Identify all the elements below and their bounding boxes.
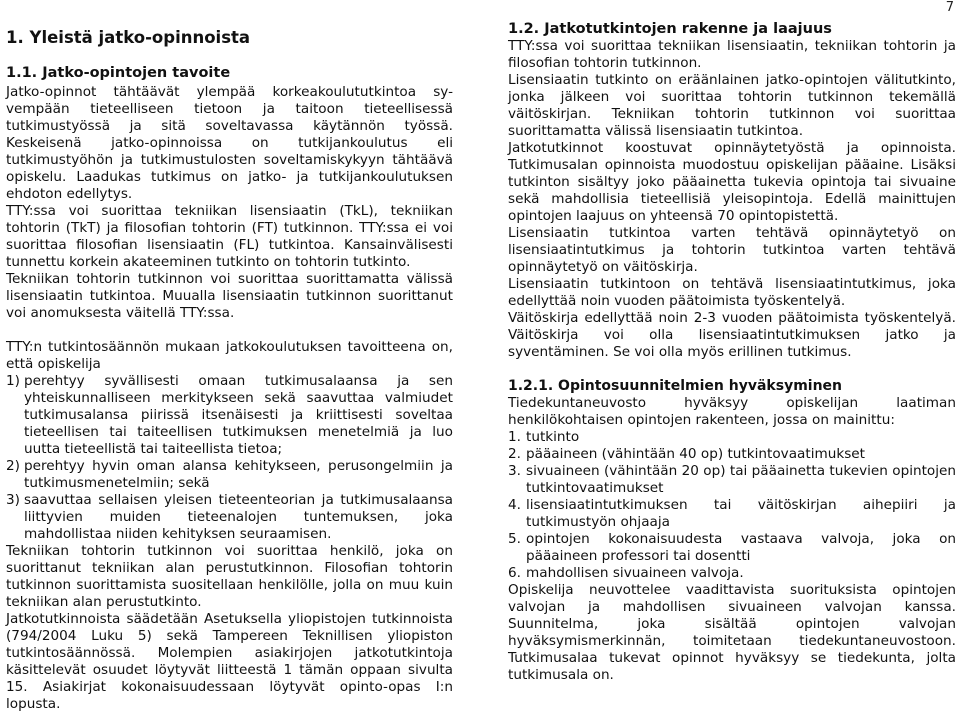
list-item-number: 3) [6,492,20,508]
degrees-paragraph: TTY:ssa voi suorittaa tekniikan lisensiaatin (TkL), tekniikan tohtorin (TkT) ja filosofian tohtorin (FT) tutkinnon. TTY:ssa ei voi suorittaa filosofian lisensiaatin (FL) tutkintoa. Kansainvälisesti tunnettu korkein akateeminen tutkinto on tohtorin tutkinto. [6,203,453,270]
structure-paragraph-3: Jatkotutkinnot koostuvat opinnäytetyöstä ja opinnoista. Tutkimusalan opinnoista muodostuu opiskelijan pääaine. Lisäksi tutkinton sisältyy joko pääainetta tukevia opintoja tai sivuaine sekä mahdollisia tieteellisiä yleisopintoja. Edellä mainittujen opintojen laajuus on yhteensä 70 opintopistettä. [508,140,956,224]
structure-paragraph-4: Lisensiaatin tutkintoa varten tehtävä opinnäytetyö on lisensiaatintutkimus ja tohtorin tutkintoa varten tehtävä opinnäytetyö on väitöskirja. [508,225,956,275]
list-item-text: saavuttaa sellaisen yleisen tieteenteorian ja tutkimusalaansa liittyvien muiden tieteenalojen tuntemuksen, joka mahdollistaa niiden kehityksen seuraamisen. [24,492,453,542]
list-item [508,463,956,497]
goals-list [6,373,453,543]
list-item-text: perehtyy syvällisesti omaan tutkimusalaansa ja sen yhteiskunnalliseen merkitykseen sekä saavuttaa valmiudet tutkimusalansa piirissä itsenäisesti ja kriittisesti soveltaa tieteellisen tai taiteellisen tutkimuksen menetelmiä ja luo uutta tieteellistä tai taiteellista tietoa; [24,373,453,457]
goals-intro: TTY:n tutkintosäännön mukaan jatkokoulutuksen tavoitteena on, että opiskelija [6,339,453,372]
structure-paragraph-2: Lisensiaatin tutkinto on eräänlainen jatko-opintojen välitutkinto, jonka jälkeen voi suorittaa tohtorin tutkinnon tekemällä väitöskirjan. Tekniikan tohtorin tutkinnon voi suorittaa suorittamatta välissä lisensiaatin tutkintoa. [508,72,956,139]
list-item [508,531,956,565]
list-item-number: 4. [508,497,521,513]
left-column [6,20,453,713]
list-item-text: tutkinto [526,429,580,445]
list-item-number: 3. [508,463,521,479]
plan-list [508,429,956,582]
list-item [6,373,453,458]
list-item-number: 6. [508,565,521,581]
list-item-text: lisensiaatintutkimuksen tai väitöskirjan aihepiiri ja tutkimustyön ohjaaja [526,497,956,530]
list-item-number: 2) [6,458,20,474]
page-number: 7 [945,0,954,15]
doctor-paragraph: Tekniikan tohtorin tutkinnon voi suorittaa suorittamatta välissä lisensiaatin tutkintoa. Muualla lisensiaatin tutkinnon suorittanut voi anomuksesta väitellä TTY:ssa. [6,271,453,321]
list-item [6,458,453,492]
list-item [6,492,453,543]
section-title-1-2: 1.2. Jatkotutkintojen rakenne ja laajuus [508,21,832,37]
structure-paragraph-1: TTY:ssa voi suorittaa tekniikan lisensiaatin, tekniikan tohtorin ja filosofian tohtorin tutkinnon. [508,38,956,71]
list-item [508,497,956,531]
tekniikan-tohtori-paragraph: Tekniikan tohtorin tutkinnon voi suorittaa henkilö, joka on suorittanut tekniikan alan perustutkinnon. Filosofian tohtorin tutkinnon suorittamista suositellaan henkilölle, jolla on muu kuin tekniikan alan perustutkinto. [6,543,453,610]
right-column [508,20,956,684]
structure-paragraph-5: Lisensiaatin tutkintoon on tehtävä lisensiaatintutkimus, joka edellyttää noin vuoden päätoimista työskentelyä. [508,276,956,309]
legislation-paragraph: Jatkotutkinnoista säädetään Asetuksella yliopistojen tutkinnoista (794/2004 Luku 5) sekä Tampereen Teknillisen yliopiston tutkintosäännössä. Molempien asiakirjojen jatkotutkintoja käsittelevät osuudet löytyvät liitteestä 1 tämän oppaan sivulta 15. Asiakirjat kokonaisuudessaan löytyvät opinto-opas I:n lopusta. [6,611,453,712]
list-item [508,565,956,582]
list-item-number: 1) [6,373,20,389]
list-item-number: 1. [508,429,521,445]
chapter-title: 1. Yleistä jatko-opinnoista [6,28,251,47]
plan-intro: Tiedekuntaneuvosto hyväksyy opiskelijan laatiman henkilökohtaisen opintojen rakenteen, jossa on mainittu: [508,395,956,428]
list-item-text: opintojen kokonaisuudesta vastaava valvoja, joka on pääaineen professori tai dosentti [526,531,956,564]
list-item-text: sivuaineen (vähintään 20 op) tai pääainetta tukevien opintojen tutkintovaatimukset [526,463,956,496]
list-item-number: 5. [508,531,521,547]
list-item [508,429,956,446]
intro-paragraph: Jatko-opinnot tähtäävät ylempää korkeakoulututkintoa sy-vempään tieteelliseen tietoon ja taitoon tieteellisessä tutkimustyössä ja sitä soveltavassa käytännön työssä. Keskeisenä jatko-opinnoissa on tutkijankoulutus eli tutkimustyöhön ja tutkimustulosten soveltamiskykyyn tähtäävä opiskelu. Laadukas tutkimus on jatko- ja tutkijankoulutuksen ehdoton edellytys. [6,84,453,202]
section-title-1-1: 1.1. Jatko-opintojen tavoite [6,65,231,81]
subsection-title-1-2-1: 1.2.1. Opintosuunnitelmien hyväksyminen [508,378,843,394]
list-item-number: 2. [508,446,521,462]
structure-paragraph-6: Väitöskirja edellyttää noin 2-3 vuoden päätoimista työskentelyä. Väitöskirja voi olla lisensiaatintutkimuksen jatko ja syventäminen. Se voi olla myös erillinen tutkimus. [508,310,956,360]
list-item-text: pääaineen (vähintään 40 op) tutkintovaatimukset [526,446,865,462]
list-item-text: perehtyy hyvin oman alansa kehitykseen, perusongelmiin ja tutkimusmenetelmiin; sekä [24,458,453,491]
closing-paragraph: Opiskelija neuvottelee vaadittavista suorituksista opintojen valvojan ja mahdollisen sivuaineen valvojan kanssa. Suunnitelma, joka sisältää opintojen valvojan hyväksymismerkinnän, toimitetaan tiedekuntaneuvostoon. Tutkimusalaa tukevat opinnot hyväksyy se tiedekunta, jolta tutkimusala on. [508,582,956,683]
list-item [508,446,956,463]
list-item-text: mahdollisen sivuaineen valvoja. [526,565,744,581]
